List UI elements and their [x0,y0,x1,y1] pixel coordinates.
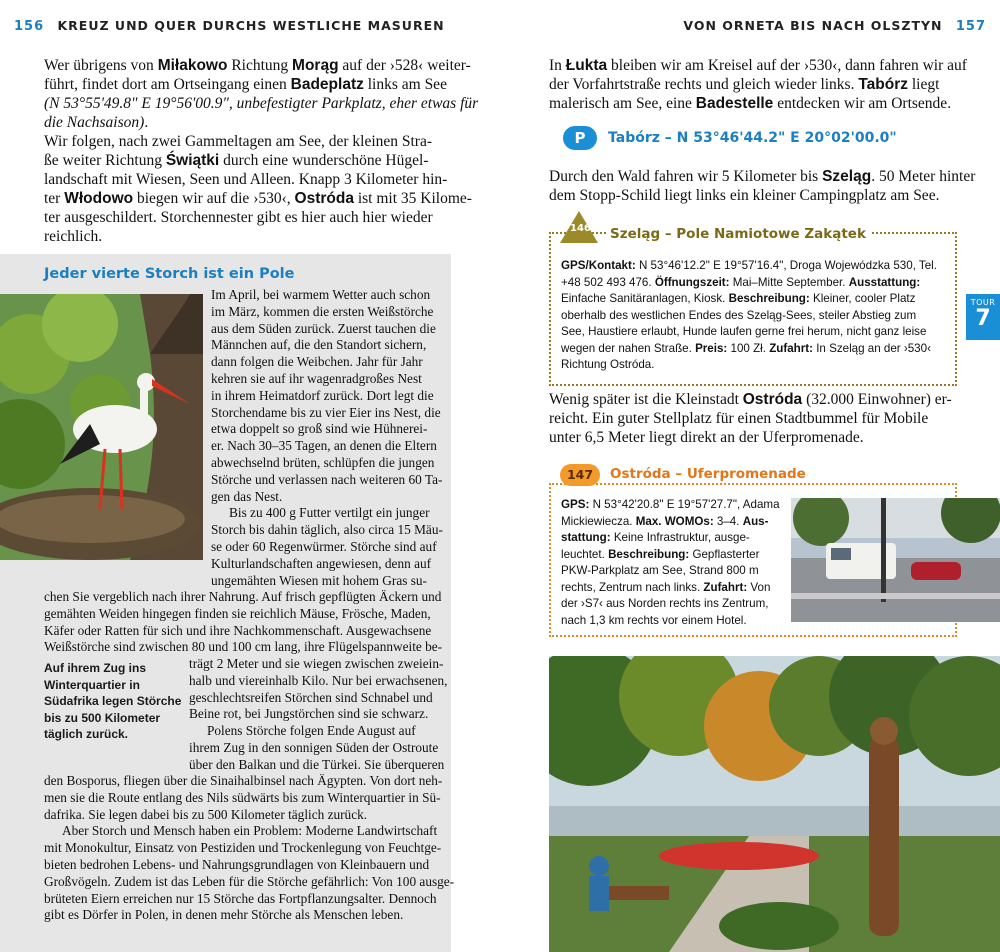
text-line: Im April, bei warmem Wetter auch schon [211,287,431,302]
info-line: +48 502 493 476. Öffnungszeit: Mai–Mitte September. Ausstattung: [561,275,921,289]
info-line: Einfache Sanitäranlagen, Kiosk. Beschreibung: Kleiner, cooler Platz [561,292,916,305]
side-note-line: täglich zurück. [44,727,129,741]
text-line: trägt 2 Meter und sie wiegen zwischen zweiein- [189,656,444,671]
text-line: Großvögeln. Zudem ist das Leben für die Störche gefährlich: Von 100 ausge- [44,873,455,889]
text-line: unter 6,5 Meter liegt direkt an der Uferpromenade. [549,429,864,446]
text-line: Bis zu 400 g Futter vertilgt ein junger [229,505,430,521]
text-line: etwa doppelt so groß sind wie Hühnerei- [211,421,428,437]
text-line: der Vorfahrtstraße rechts und gleich wieder links. Tabórz liegt [549,76,940,93]
text-line: brüteten Eiern erreichen nur 15 Störche das Fortpflanzungsalter. Dennoch [44,890,437,906]
box-full-width-text [44,589,444,656]
text-line: Beine rot, bei Jungstörchen sind sie schwarz. [189,706,429,722]
info-line: PKW-Parkplatz am See, Strand 800 m [561,564,759,577]
camp-title: Szeląg – Pole Namiotowe Zakątek [606,226,870,242]
text-line: Durch den Wald fahren wir 5 Kilometer bis Szeląg. 50 Meter hinter [549,168,976,185]
text-line: Störche und verlassen nach weiteren 60 Ta- [211,471,443,487]
text-line: se oder 60 Regenwürmer. Störche sind auf [211,538,437,554]
text-line: aus dem Süden zurück. Zuerst tauchen die [211,320,436,336]
text-line: im März, kommen die ersten Weißstörche [211,303,434,319]
text-line: Storchendame bis zu vier Eier ins Nest, die [211,404,441,420]
tour-tab-right [966,294,1000,340]
box-end-text [44,773,455,924]
stop-title: Ostróda – Uferpromenade [606,466,810,482]
text-line: ter Włodowo biegen wir auf die ›530‹, Ostróda ist mit 35 Kilome- [44,190,472,207]
box-right-column [211,287,443,589]
text-line: reichlich. [44,228,103,245]
info-line: der ›S7‹ aus Norden rechts ins Zentrum, [561,597,769,610]
side-note-line: Südafrika legen Störche [44,694,182,708]
parking-title: Tabórz – N 53°46'44.2" E 20°02'00.0" [608,130,897,146]
stork-photo [0,294,203,560]
text-line: gen das Nest. [211,488,283,504]
text-line: mit Monokultur, Einsatz von Pestiziden und Trockenlegung von Feuchtge- [44,840,442,856]
text-line: ße weiter Richtung Świątki durch eine wunderschöne Hügel- [44,152,429,169]
text-line: er. Nach 30–35 Tagen, an denen die Eltern [211,438,437,454]
text-line: dafrika. Sie legen dabei bis zu 500 Kilometer täglich zurück. [44,806,368,822]
parking-icon: P [563,126,597,150]
right-running-title: VON ORNETA BIS NACH OLSZTYN [683,18,943,33]
right-paragraph-3 [549,390,961,447]
text-line: führt, findet dort am Ortseingang einen Badeplatz links am See [44,76,447,93]
info-line: rechts, Zentrum nach links. Zufahrt: Von [561,580,771,594]
text-line: Kulturlandschaften angewiesen, denn auf [211,555,432,571]
camp-details [561,258,946,374]
camp-number: 146 [570,223,591,234]
text-line: Wenig später ist die Kleinstadt Ostróda (32.000 Einwohner) er- [549,391,952,408]
text-line: chen Sie vergeblich nach ihrer Nahrung. Auf frisch gepflügten Äckern und [44,589,442,604]
tour-number: 7 [975,306,991,331]
info-line: Mickiewiecza. Max. WOMOs: 3–4. Aus- [561,514,769,528]
text-line: abwechselnd brüten, schlüpfen die jungen [211,454,435,470]
stop-details [561,497,787,629]
text-line: gemähten Weiden hingegen finden sie reichlich Mäuse, Frösche, Maden, [44,605,431,621]
side-note-line: bis zu 500 Kilometer [44,710,161,725]
text-line: bieten bedrohen Lebens- und Nahrungsgrundlagen von Kleinbauern und [44,856,430,872]
text-line: halb und viereinhalb Kilo. Nur bei erwachsenen, [189,672,448,688]
info-line: leuchtet. Beschreibung: Gepflasterter [561,547,760,561]
left-intro-text [44,56,479,246]
box-title: Jeder vierte Storch ist ein Pole [44,266,295,282]
stop-number: 147 [560,464,600,486]
left-header [14,18,445,34]
info-line: GPS: N 53°42'20.8" E 19°57'27.7", Adama [561,498,780,511]
text-line: (N 53°55'49.8" E 19°56'00.9", unbefestigter Parkplatz, eher etwas für [44,95,479,112]
text-line: Wir folgen, nach zwei Gammeltagen am See, der kleinen Stra- [44,133,433,150]
text-line: malerisch am See, eine Badestelle entdecken wir am Ortsende. [549,95,952,112]
text-line: kehren sie auf ihr wagenradgroßes Nest [211,370,422,386]
right-header [683,18,986,34]
text-line: dem Stopp-Schild liegt links ein kleiner Campingplatz am See. [549,187,940,204]
info-line: nach 1,3 km rechts vor einem Hotel. [561,613,747,627]
right-paragraph-2 [549,167,976,205]
text-line: Polens Störche folgen Ende August auf [207,723,416,739]
text-line: dann folgen die Weibchen. Jahr für Jahr [211,354,423,370]
promenade-photo [549,656,1000,952]
info-line: stattung: Keine Infrastruktur, ausge- [561,531,750,544]
left-page-number: 156 [14,19,45,34]
right-intro-text [549,56,967,113]
left-running-title: KREUZ UND QUER DURCHS WESTLICHE MASUREN [57,18,445,33]
text-line: Storch bis dahin täglich, also circa 15 Mäu- [211,522,443,538]
info-line: GPS/Kontakt: N 53°46'12.2" E 19°57'16.4", Droga Wojewódzka 530, Tel. [561,259,937,272]
text-line: In Łukta bleiben wir am Kreisel auf der ›530‹, dann fahren wir auf [549,57,967,74]
text-line: Wer übrigens von Miłakowo Richtung Morąg auf der ›528‹ weiter- [44,57,471,74]
text-line: Männchen auf, die den Standort sichern, [211,337,427,353]
side-note-line: Winterquartier in [44,677,140,692]
text-line: reicht. Ein guter Stellplatz für einen Stadtbummel für Mobile [549,410,929,427]
text-line: gibt es Dörfer in Polen, in denen mehr Störche als Menschen leben. [44,907,404,923]
text-line: in ihrem Heimatdorf zurück. Dort legt die [211,387,434,403]
info-line: See, Haustiere erlaubt, Hunde laufen gerne frei herum, nicht ganz leise [561,325,927,338]
info-line: wegen der nahen Straße. Preis: 100 Zł. Zufahrt: In Szeląg an der ›530‹ [561,341,931,355]
box-side-note [44,660,184,743]
side-note-line: Auf ihrem Zug ins [44,661,146,675]
text-line: Aber Storch und Mensch haben ein Problem: Moderne Landwirtschaft [62,823,438,839]
text-line: ter ausgeschildert. Storchennester gibt es hier auch hier wieder [44,209,433,226]
text-line: über den Balkan und die Türkei. Sie überqueren [189,756,445,772]
text-line: Käfer oder Ratten für sich und ihre Nachkommenschaft. Ausgewachsene [44,622,432,638]
info-line: oberhalb des westlichen Endes des Szeląg-Sees, steiler Abstieg zum [561,308,917,322]
text-line: landschaft mit Wiesen, Seen und Alleen. Knapp 3 Kilometer hin- [44,171,448,188]
text-line: geschlechtsreifen Störchen sind Schnabel und [189,689,433,705]
text-line: ihrem Zug in den sonnigen Süden der Ostroute [189,739,439,755]
right-page-number: 157 [955,19,986,34]
box-mid-text [189,656,448,774]
text-line: den Bosporus, fliegen über die Sinaihalbinsel nach Ägypten. Von dort neh- [44,773,443,788]
tour-label: TOUR [970,298,996,307]
info-line: Richtung Ostróda. [561,358,655,371]
text-line: die Nachsaison). [44,114,149,131]
text-line: men sie die Route entlang des Nils südwärts bis zum Winterquartier in Sü- [44,789,441,805]
text-line: Weißstörche sind zwischen 80 und 100 cm lang, ihre Flügelspannweite be- [44,639,443,655]
parking-lot-photo [791,498,1000,622]
text-line: ungemähten Wiesen mit hohem Gras su- [211,572,427,588]
